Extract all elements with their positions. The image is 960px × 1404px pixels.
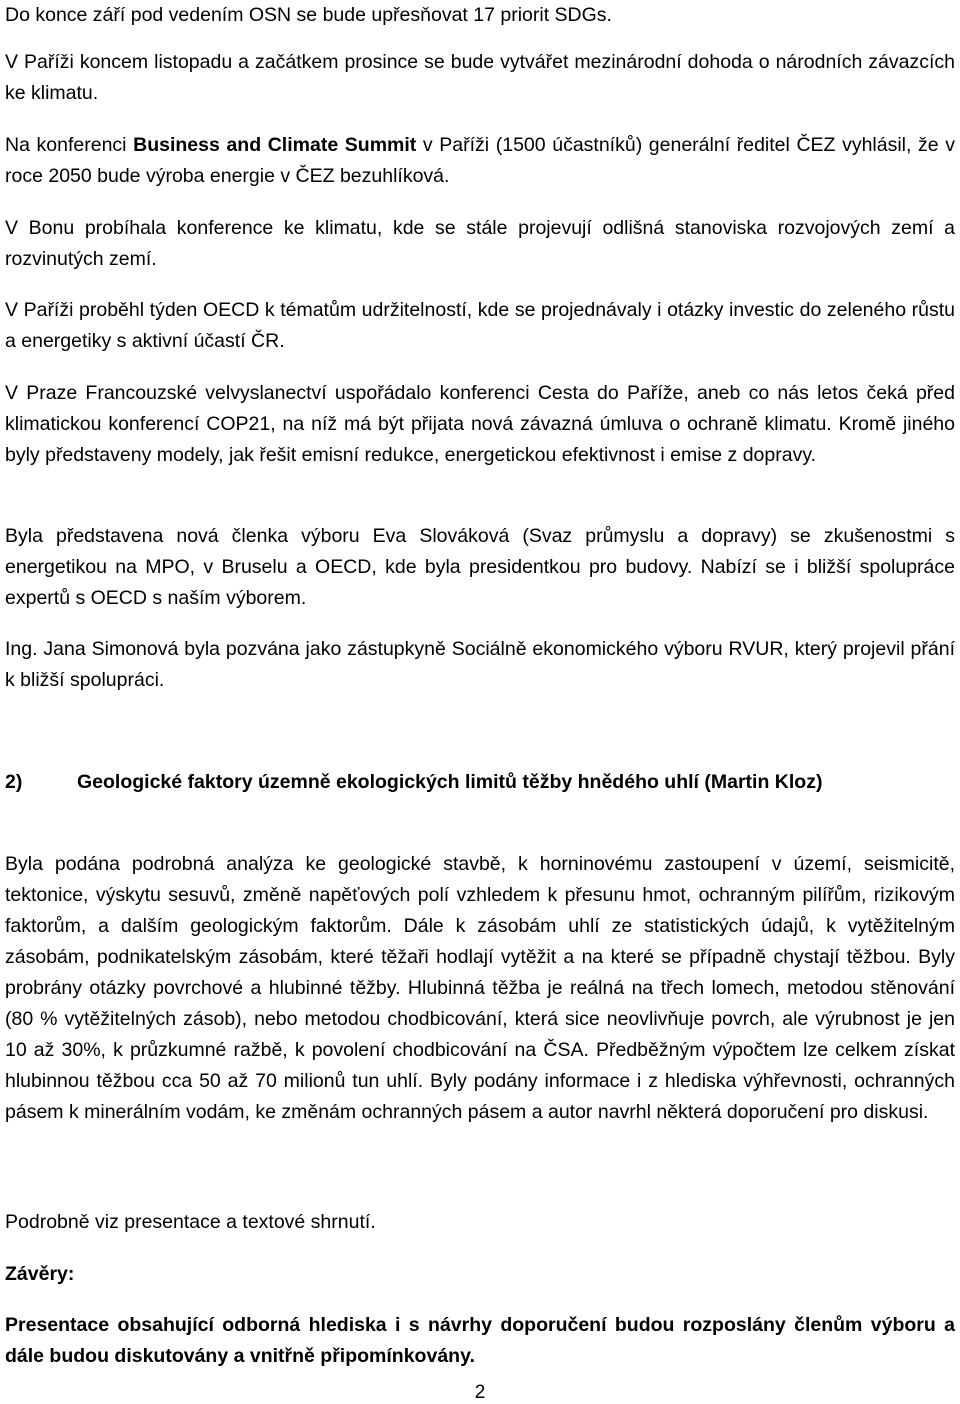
paragraph-text: Na konferenci [5, 134, 134, 156]
summit-name: Business and Climate Summit [133, 134, 417, 156]
paragraph-paris-agreement: V Paříži koncem listopadu a začátkem prosince se bude vytvářet mezinárodní dohoda o národních závazcích ke klimatu. [5, 51, 955, 104]
paragraph-conclusions: Presentace obsahující odborná hlediska i s návrhy doporučení budou rozposlány členům výboru a dále budou diskutovány a vnitřně připomínkovány. [5, 1314, 955, 1367]
paragraph-bonn-conference: V Bonu probíhala konference ke klimatu, kde se stále projevují odlišná stanoviska rozvojových zemí a rozvinutých zemí. [5, 217, 955, 270]
paragraph-geology-analysis: Byla podána podrobná analýza ke geologické stavbě, k horninovému zastoupení v území, seismicitě, tektonice, výskytu sesuvů, změně napěťových polí vzhledem k přesunu hmot, ochranným pilířům, rizikovým faktorům, a dalším geologickým faktorům. Dále k zásobám uhlí ze statistických údajů, k vytěžitelným zásobám, podnikatelským zásobám, které těžaři hodlají vytěžit a na které se případně chystají těžbou. Byly probrány otázky povrchové a hlubinné těžby. Hlubinná těžba je reálná na třech lomech, metodou stěnování (80 % vytěžitelných zásob), nebo metodou chodbicování, která sice neovlivňuje povrch, ale výrubnost je jen 10 až 30%, k průzkumné ražbě, k povolení chodbicování na ČSA. Předběžným výpočtem lze celkem získat hlubinnou těžbou cca 50 až 70 milionů tun uhlí. Byly podány informace i z hlediska výhřevnosti, ochranných pásem k minerálním vodám, ke změnám ochranných pásem a autor navrhl některá doporučení pro diskusi. [5, 853, 955, 1123]
paragraph-business-climate-summit [5, 130, 955, 192]
paragraph-prague-embassy: V Praze Francouzské velvyslanectví uspořádalo konferenci Cesta do Paříže, aneb co nás letos čeká před klimatickou konferencí COP21, na níž má být přijata nová závazná úmluva o ochraně klimatu. Kromě jiného byly představeny modely, jak řešit emisní redukce, energetickou efektivnost i emise z dopravy. [5, 382, 955, 466]
section-number: 2) [5, 771, 23, 793]
paragraph-text: v Paříži (1500 účastníků) generální ředitel ČEZ vyhlásil, že v roce 2050 bude výroba energie v ČEZ bezuhlíková. [5, 134, 955, 187]
paragraph-new-member: Byla představena nová členka výboru Eva Slováková (Svaz průmyslu a dopravy) se zkušenostmi s energetikou na MPO, v Bruselu a OECD, kde byla presidentkou pro budovy. Nabízí se i bližší spolupráce expertů s OECD s naším výborem. [5, 525, 955, 609]
paragraph-sdgs: Do konce září pod vedením OSN se bude upřesňovat 17 priorit SDGs. [5, 4, 612, 26]
paragraph-oecd-week: V Paříži proběhl týden OECD k tématům udržitelností, kde se projednávaly i otázky investic do zeleného růstu a energetiky s aktivní účastí ČR. [5, 299, 955, 352]
conclusions-label: Závěry: [5, 1263, 75, 1285]
page-number: 2 [474, 1382, 486, 1403]
paragraph-detail-reference: Podrobně viz presentace a textové shrnutí. [5, 1211, 376, 1233]
section-title: Geologické faktory územně ekologických limitů těžby hnědého uhlí (Martin Kloz) [77, 771, 823, 793]
paragraph-simonova: Ing. Jana Simonová byla pozvána jako zástupkyně Sociálně ekonomického výboru RVUR, který projevil přání k bližší spolupráci. [5, 638, 955, 691]
